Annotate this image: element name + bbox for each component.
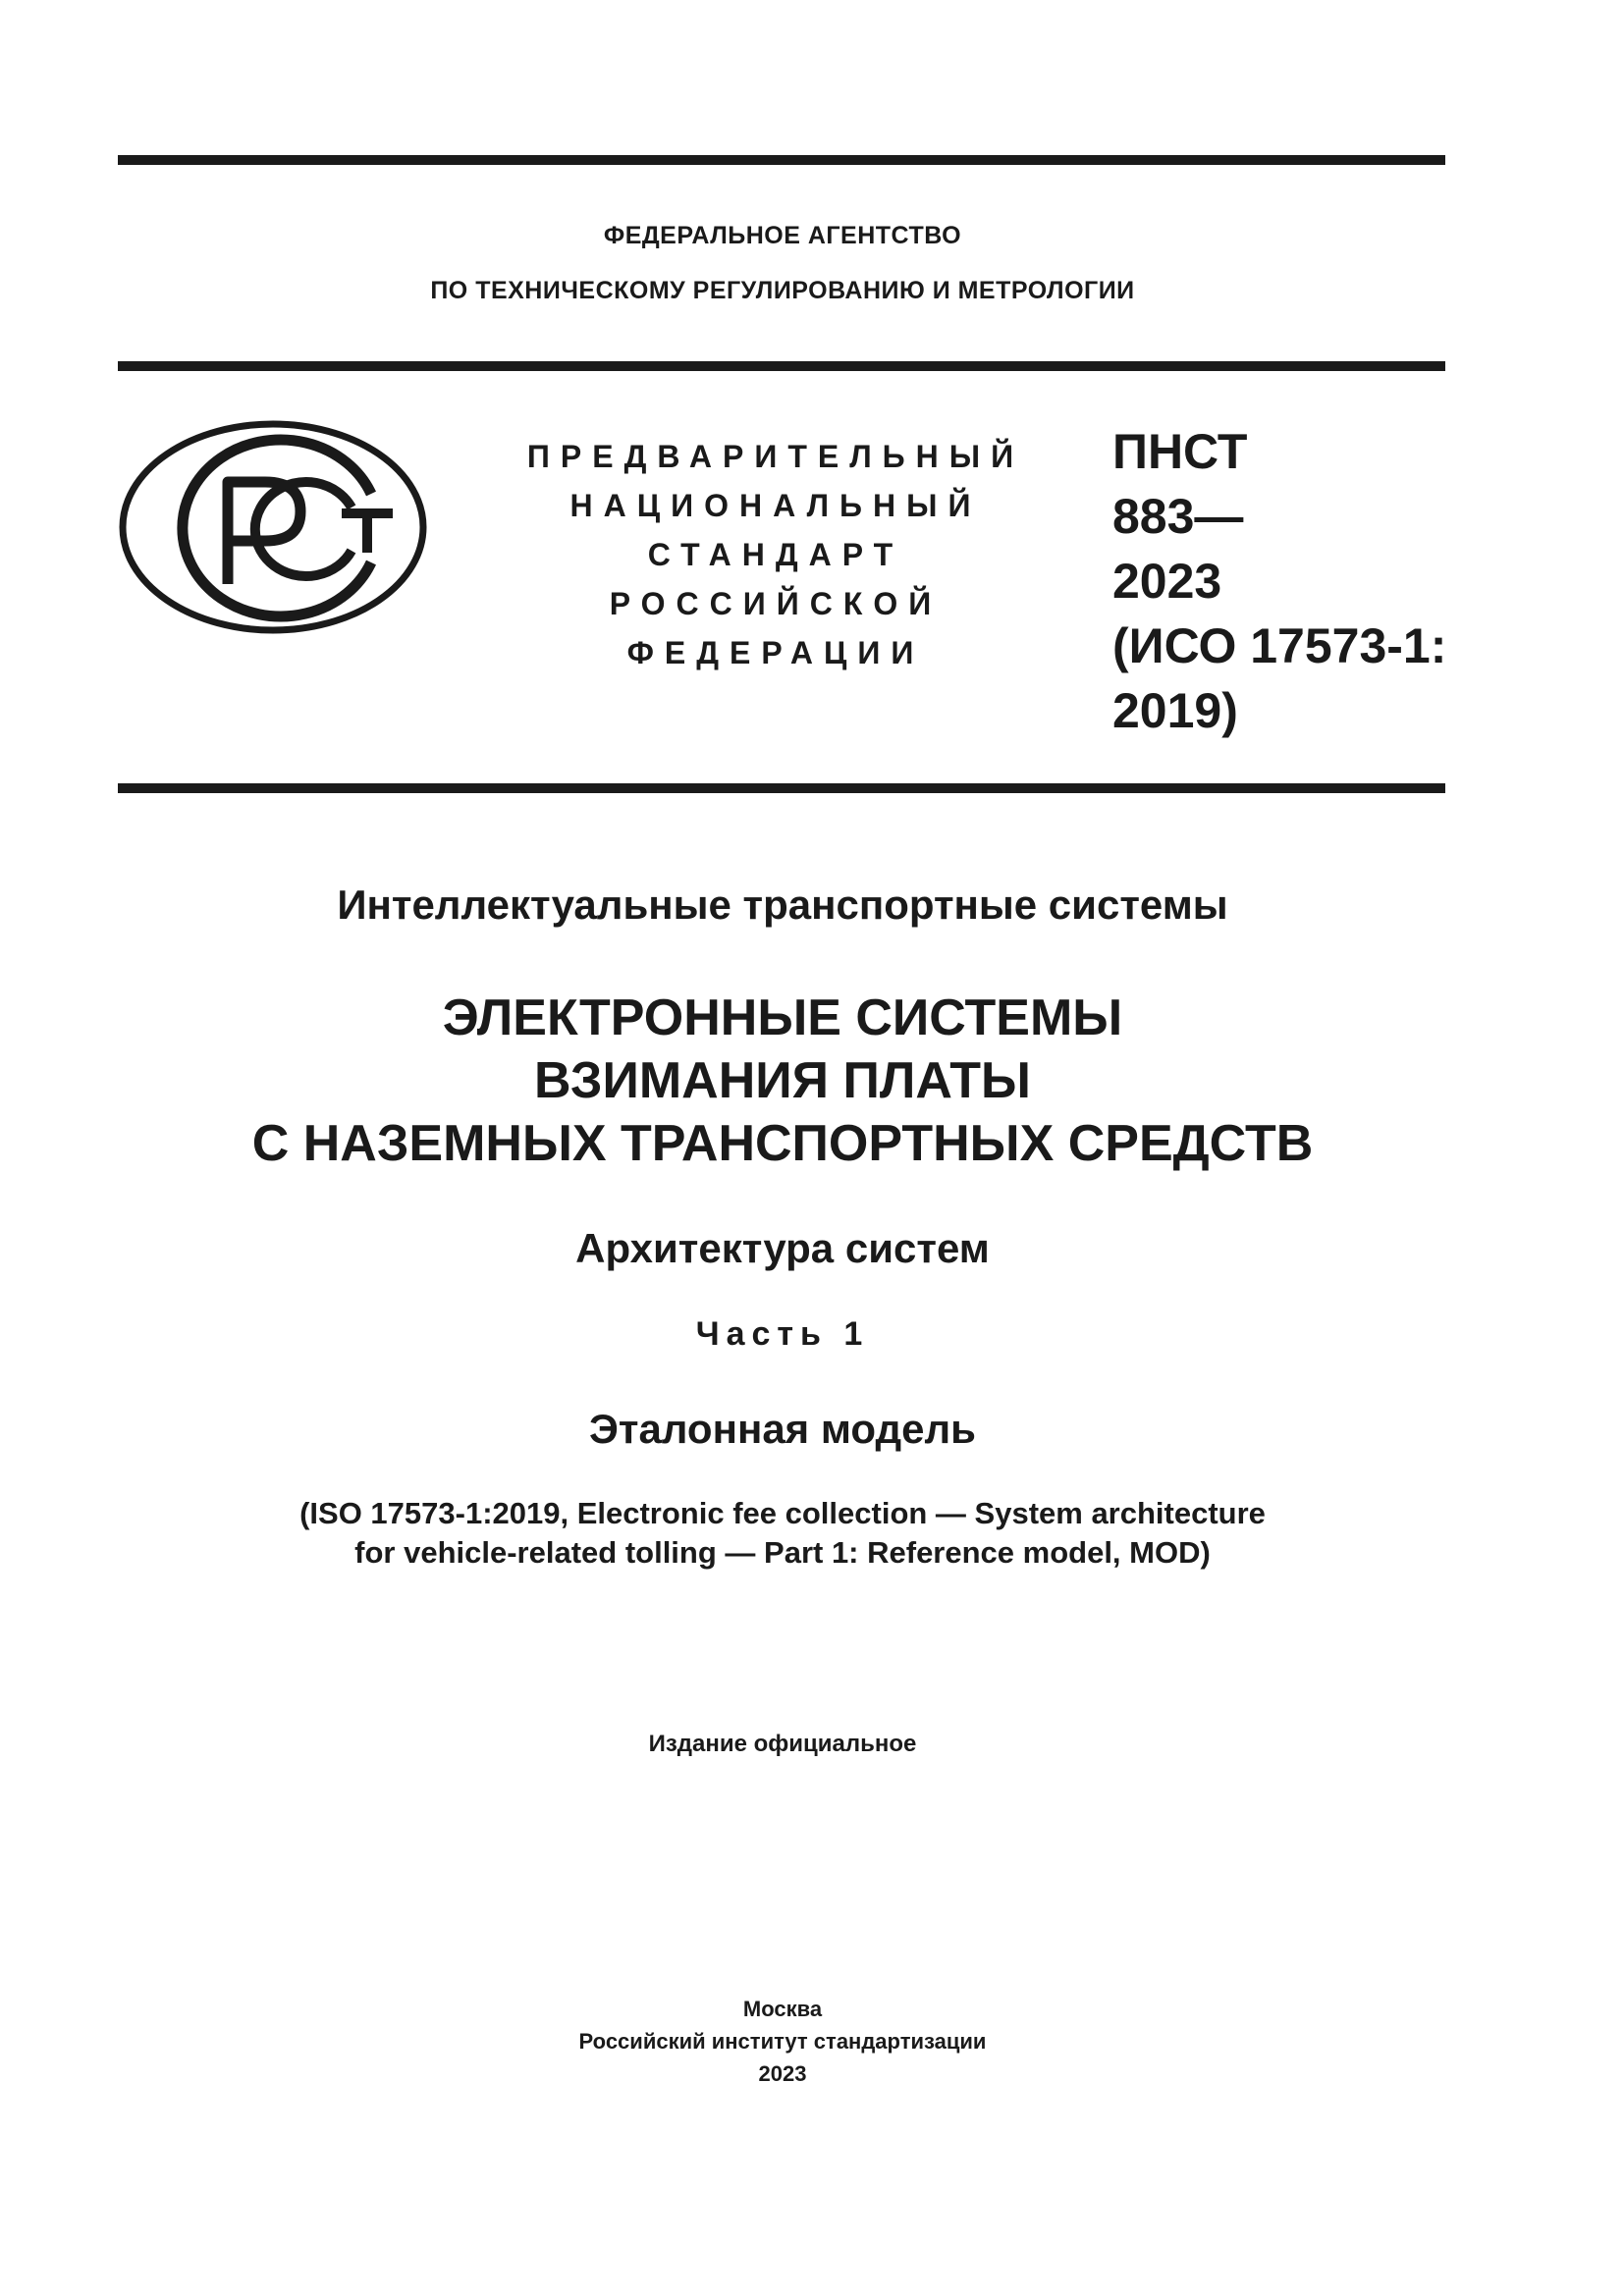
standard-type-line: ФЕДЕРАЦИИ	[626, 635, 925, 670]
standard-type-block	[501, 432, 1051, 677]
header-divider-rule	[118, 361, 1445, 371]
main-title	[0, 987, 1565, 1175]
designation-line: (ИСО 17573-1:	[1112, 618, 1447, 673]
standard-type-line: РОССИЙСКОЙ	[609, 586, 943, 621]
imprint-year: 2023	[758, 2061, 807, 2086]
introductory-title: Интеллектуальные транспортные системы	[337, 881, 1228, 928]
designation-line: 883—	[1112, 489, 1244, 544]
standard-designation	[1112, 419, 1446, 743]
iso-reference-line: for vehicle-related tolling — Part 1: Reference model, MOD)	[354, 1535, 1211, 1570]
gost-r-logo-icon	[118, 417, 432, 638]
main-title-line: ЭЛЕКТРОННЫЕ СИСТЕМЫ	[442, 989, 1123, 1046]
imprint-city: Москва	[742, 1997, 823, 2021]
part-title: Эталонная модель	[589, 1406, 976, 1452]
main-title-line: С НАЗЕМНЫХ ТРАНСПОРТНЫХ СРЕДСТВ	[251, 1115, 1314, 1172]
designation-line: ПНСТ	[1112, 424, 1248, 479]
imprint	[0, 1993, 1565, 2090]
top-rule	[118, 155, 1445, 165]
complementary-title: Архитектура систем	[575, 1225, 990, 1271]
standard-type-line: СТАНДАРТ	[647, 537, 904, 572]
title-divider-rule	[118, 783, 1445, 793]
iso-reference-line: (ISO 17573-1:2019, Electronic fee collection — System architecture	[299, 1496, 1266, 1530]
agency-name-line-2: ПО ТЕХНИЧЕСКОМУ РЕГУЛИРОВАНИЮ И МЕТРОЛОГИИ	[430, 277, 1135, 304]
main-title-line: ВЗИМАНИЯ ПЛАТЫ	[534, 1052, 1031, 1109]
part-label: Часть 1	[695, 1315, 870, 1353]
standard-type-line: ПРЕДВАРИТЕЛЬНЫЙ	[526, 439, 1025, 474]
imprint-publisher: Российский институт стандартизации	[578, 2029, 987, 2054]
designation-line: 2019)	[1112, 683, 1238, 738]
agency-name-line-1: ФЕДЕРАЛЬНОЕ АГЕНТСТВО	[603, 222, 962, 249]
iso-reference	[0, 1494, 1565, 1573]
designation-line: 2023	[1112, 554, 1222, 609]
standard-type-line: НАЦИОНАЛЬНЫЙ	[569, 488, 982, 523]
edition-note: Издание официальное	[648, 1731, 917, 1757]
